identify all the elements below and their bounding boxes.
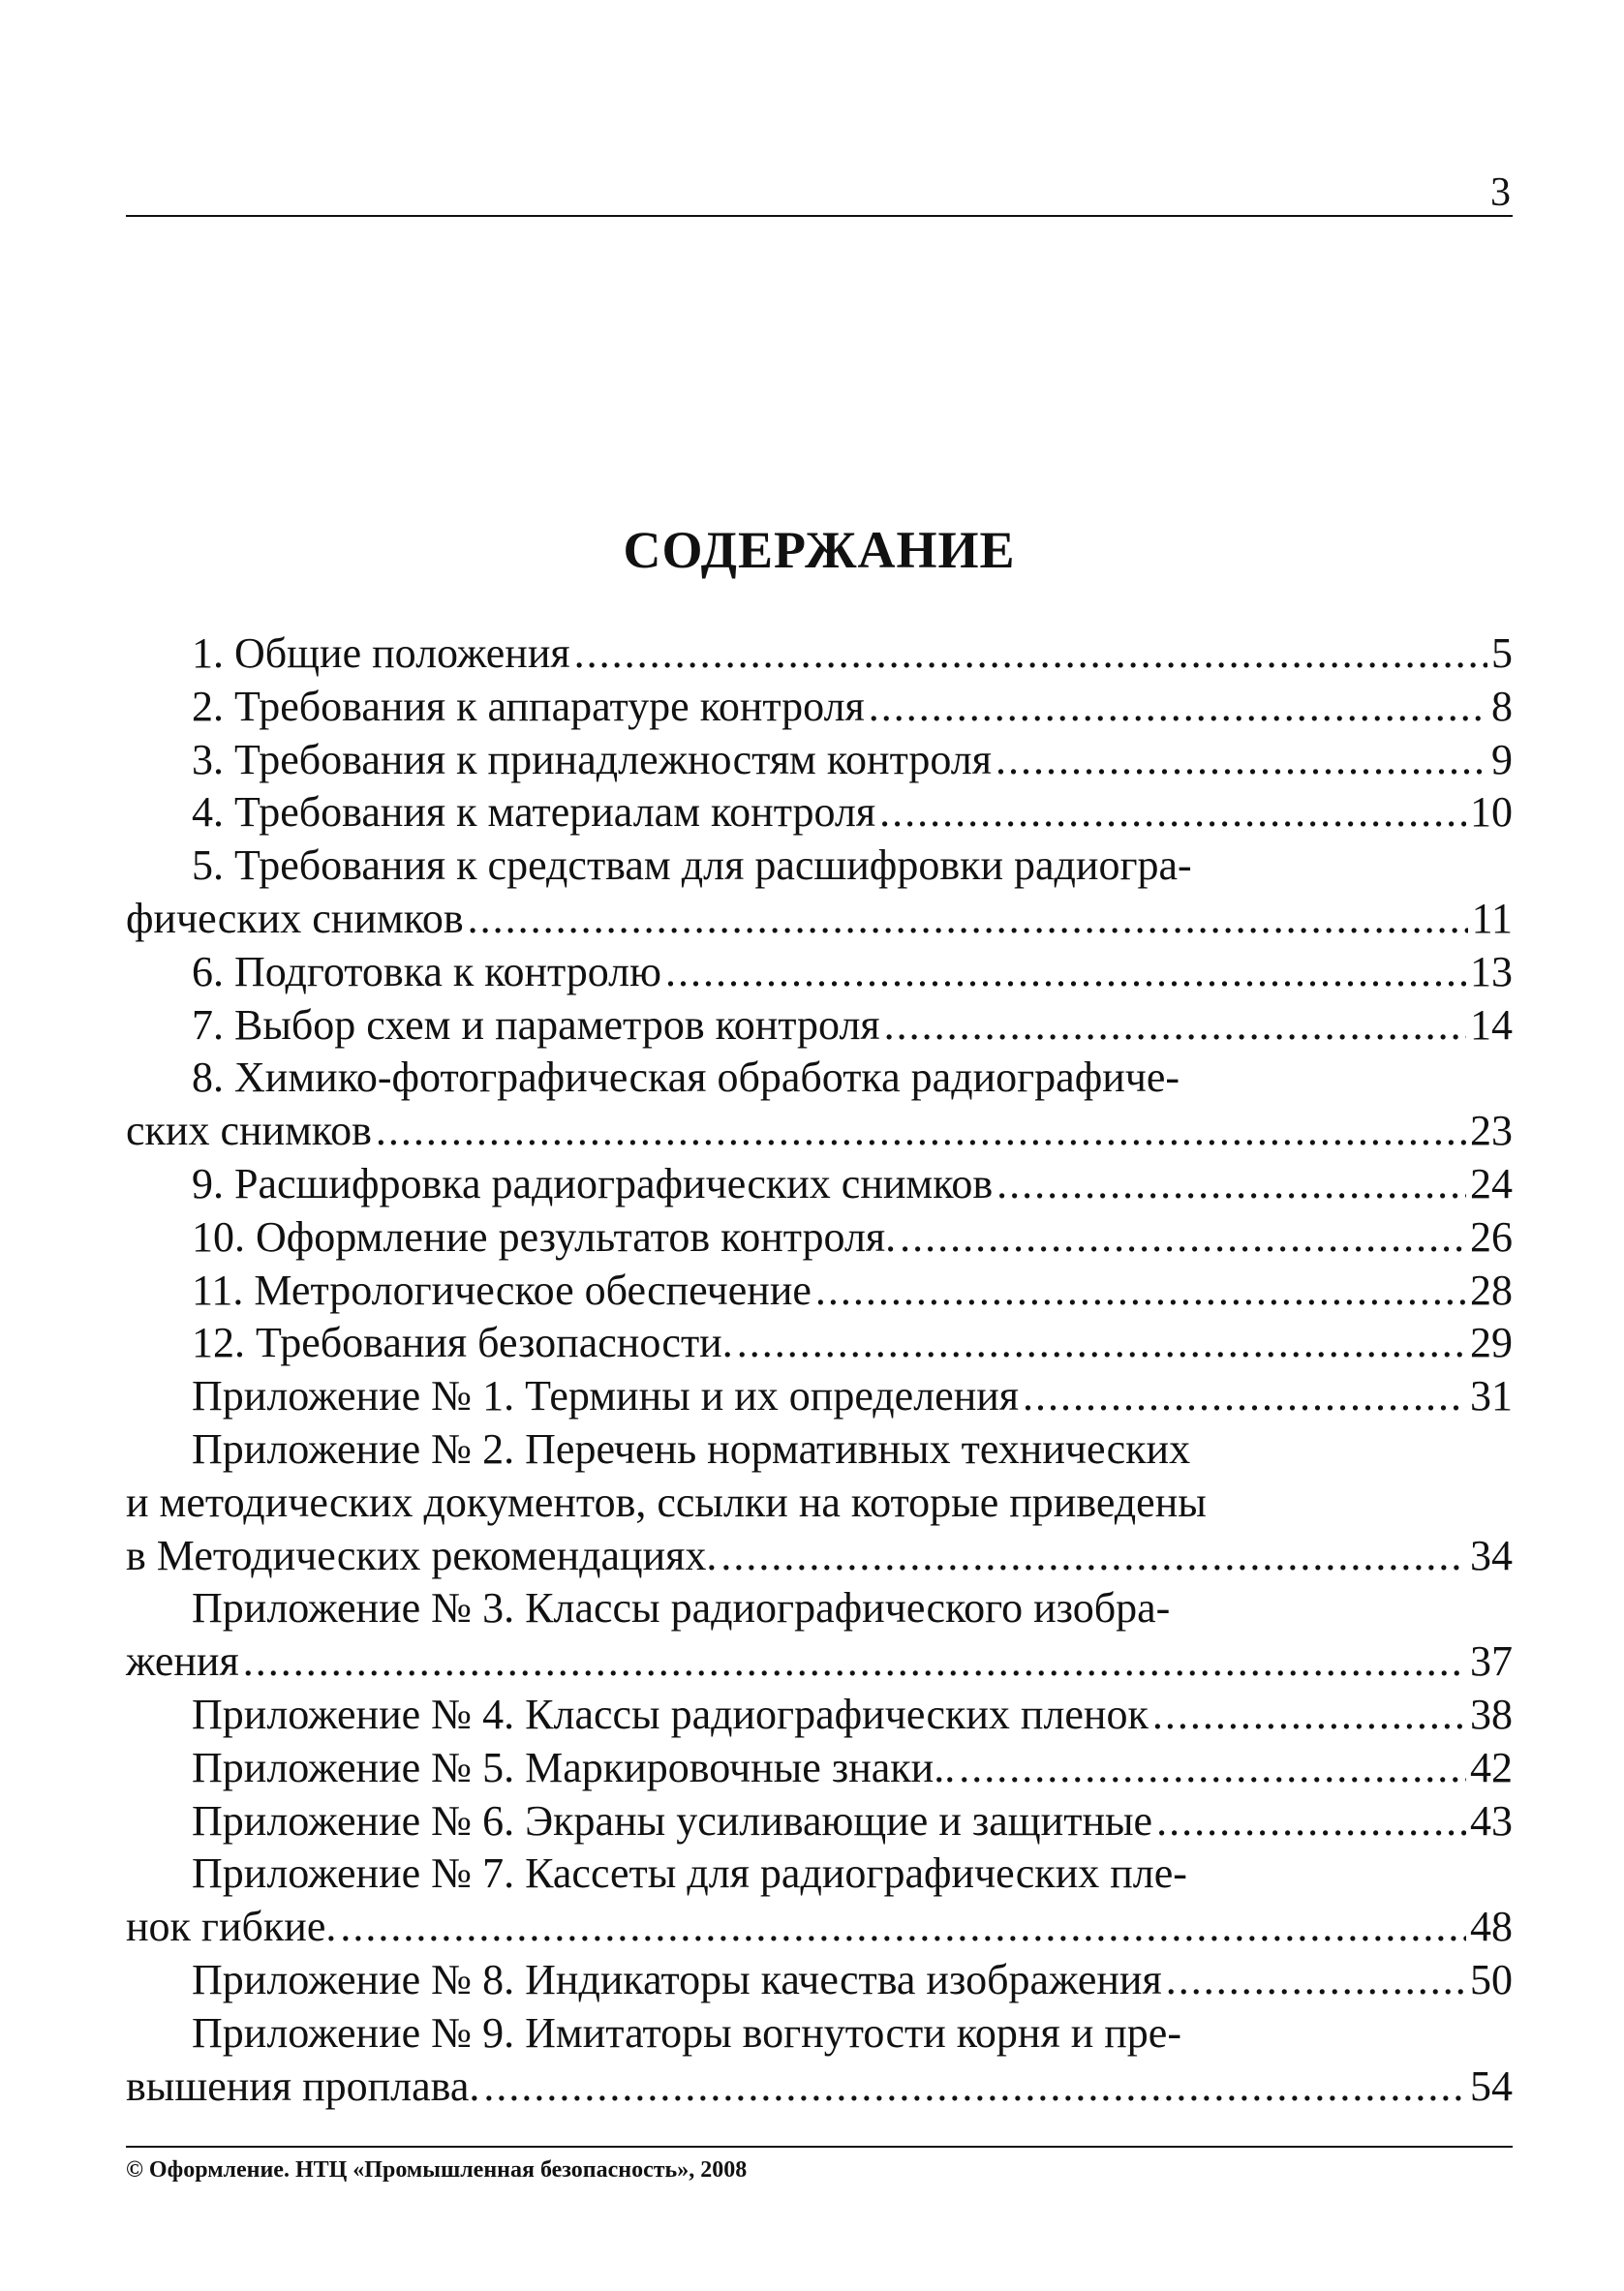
toc-entry-page: 9: [1491, 735, 1513, 783]
toc-entry-page: 48: [1470, 1903, 1513, 1951]
toc-entry-page: 34: [1470, 1531, 1513, 1579]
toc-entry: [126, 1265, 1513, 1318]
toc-entry-row: [126, 627, 1513, 681]
toc-entry-title: Приложение № 4. Классы радиографических пленок: [192, 1690, 1149, 1738]
page-title: СОДЕРЖАНИЕ: [623, 521, 1016, 579]
toc-entry: [126, 1795, 1513, 1848]
toc-entry-row: [126, 1795, 1513, 1848]
toc-entry-title: 11. Метрологическое обеспечение: [192, 1266, 812, 1314]
table-of-contents: [126, 627, 1513, 2113]
dot-leader: [959, 1742, 1466, 1795]
toc-entry: [126, 1742, 1513, 1795]
header-rule: [126, 215, 1513, 217]
toc-entry-row: [126, 1901, 1513, 1954]
dot-leader: [737, 1317, 1466, 1370]
toc-entry: [126, 786, 1513, 840]
dot-leader: [879, 786, 1466, 840]
dot-leader: [815, 1265, 1466, 1318]
toc-entry: [126, 734, 1513, 787]
toc-entry-page: 5: [1491, 629, 1513, 677]
toc-entry: [126, 681, 1513, 734]
dot-leader: [1166, 1954, 1466, 2007]
dot-leader: [1152, 1689, 1466, 1742]
toc-entry-line: Приложение № 2. Перечень нормативных технических: [192, 1424, 1191, 1473]
toc-entry: [126, 1317, 1513, 1370]
toc-entry-title: Приложение № 1. Термины и их определения: [192, 1372, 1020, 1420]
toc-entry-row: [126, 1954, 1513, 2007]
toc-entry-row: [126, 734, 1513, 787]
toc-entry: [126, 2007, 1513, 2114]
dot-leader: [574, 627, 1487, 681]
toc-entry-title: 1. Общие положения: [192, 629, 570, 677]
toc-entry-page: 29: [1470, 1319, 1513, 1367]
dot-leader: [243, 1635, 1466, 1689]
toc-entry: [126, 1052, 1513, 1158]
toc-entry-title: жения: [126, 1637, 239, 1686]
toc-entry-row: [126, 1105, 1513, 1158]
toc-entry: [126, 1158, 1513, 1211]
toc-entry-row: [126, 893, 1513, 946]
toc-entry: [126, 1211, 1513, 1265]
dot-leader: [1023, 1370, 1466, 1423]
dot-leader: [900, 1211, 1466, 1265]
toc-entry: [126, 999, 1513, 1053]
toc-entry-row: [126, 1317, 1513, 1370]
toc-entry-title: Приложение № 5. Маркировочные знаки..: [192, 1743, 956, 1791]
dot-leader: [468, 893, 1468, 946]
toc-entry-page: 42: [1470, 1743, 1513, 1791]
toc-entry-row: [126, 999, 1513, 1053]
toc-entry-row: [126, 1158, 1513, 1211]
toc-entry-title: 10. Оформление результатов контроля.: [192, 1212, 897, 1261]
toc-entry-title: 7. Выбор схем и параметров контроля: [192, 1000, 880, 1049]
dot-leader: [376, 1105, 1466, 1158]
toc-entry-row: [126, 1742, 1513, 1795]
toc-entry-page: 50: [1470, 1955, 1513, 2003]
toc-entry-title: 4. Требования к материалам контроля: [192, 788, 876, 837]
toc-entry-title: 12. Требования безопасности.: [192, 1319, 733, 1367]
toc-entry-page: 26: [1470, 1212, 1513, 1261]
toc-entry-title: Приложение № 6. Экраны усиливающие и защитные: [192, 1796, 1153, 1845]
toc-entry-row: [126, 1211, 1513, 1265]
footer-copyright: © Оформление. НТЦ «Промышленная безопасность», 2008: [126, 2157, 748, 2183]
toc-entry-title: фических снимков: [126, 894, 464, 942]
toc-entry-page: 43: [1470, 1796, 1513, 1845]
toc-entry-row: [126, 1370, 1513, 1423]
toc-entry-title: Приложение № 8. Индикаторы качества изображения: [192, 1955, 1162, 2003]
dot-leader: [1156, 1795, 1466, 1848]
toc-entry-title: 9. Расшифровка радиографических снимков: [192, 1159, 994, 1207]
toc-entry-row: [126, 681, 1513, 734]
toc-entry-row: [126, 1689, 1513, 1742]
toc-entry-page: 14: [1470, 1000, 1513, 1049]
toc-entry-page: 10: [1470, 788, 1513, 837]
toc-entry-line: и методических документов, ссылки на которые приведены: [126, 1478, 1207, 1526]
toc-entry-title: 6. Подготовка к контролю: [192, 947, 662, 995]
toc-entry: [126, 1689, 1513, 1742]
toc-entry: [126, 1954, 1513, 2007]
toc-entry-row: [126, 1530, 1513, 1583]
toc-entry: [126, 1370, 1513, 1423]
toc-entry-page: 11: [1471, 894, 1513, 942]
toc-entry-title: вышения проплава.: [126, 2062, 480, 2110]
toc-entry-title: ских снимков: [126, 1107, 372, 1155]
toc-entry-title: нок гибкие.: [126, 1903, 337, 1951]
toc-entry: [126, 840, 1513, 946]
toc-entry: [126, 627, 1513, 681]
toc-entry-row: [126, 1265, 1513, 1318]
toc-entry: [126, 946, 1513, 999]
toc-entry-line: 8. Химико-фотографическая обработка радиографиче-: [192, 1054, 1180, 1102]
toc-entry-page: 24: [1470, 1159, 1513, 1207]
dot-leader: [996, 734, 1487, 787]
toc-entry-title: 3. Требования к принадлежностям контроля: [192, 735, 992, 783]
dot-leader: [483, 2061, 1466, 2114]
toc-entry-page: 23: [1470, 1107, 1513, 1155]
toc-entry: [126, 1423, 1513, 1582]
toc-entry-row: [126, 2061, 1513, 2114]
toc-entry-row: [126, 786, 1513, 840]
dot-leader: [720, 1530, 1466, 1583]
toc-entry: [126, 1848, 1513, 1954]
toc-entry-page: 54: [1470, 2062, 1513, 2110]
toc-entry-title: в Методических рекомендациях.: [126, 1531, 718, 1579]
toc-entry-page: 37: [1470, 1637, 1513, 1686]
toc-entry-row: [126, 946, 1513, 999]
toc-entry-page: 31: [1470, 1372, 1513, 1420]
dot-leader: [884, 999, 1466, 1053]
toc-entry-line: Приложение № 9. Имитаторы вогнутости корня и пре-: [192, 2008, 1181, 2057]
toc-entry: [126, 1582, 1513, 1689]
page-number: 3: [1490, 170, 1511, 215]
toc-entry-line: Приложение № 7. Кассеты для радиографических пле-: [192, 1849, 1187, 1898]
dot-leader: [340, 1901, 1466, 1954]
toc-entry-line: 5. Требования к средствам для расшифровки радиогра-: [192, 841, 1192, 890]
dot-leader: [665, 946, 1466, 999]
dot-leader: [869, 681, 1487, 734]
toc-entry-line: Приложение № 3. Классы радиографического изобра-: [192, 1584, 1171, 1633]
dot-leader: [996, 1158, 1466, 1211]
toc-entry-page: 8: [1491, 682, 1513, 730]
toc-entry-row: [126, 1635, 1513, 1689]
toc-entry-title: 2. Требования к аппаратуре контроля: [192, 682, 865, 730]
toc-entry-page: 28: [1470, 1266, 1513, 1314]
toc-entry-page: 13: [1470, 947, 1513, 995]
footer-rule: [126, 2146, 1513, 2148]
toc-entry-page: 38: [1470, 1690, 1513, 1738]
